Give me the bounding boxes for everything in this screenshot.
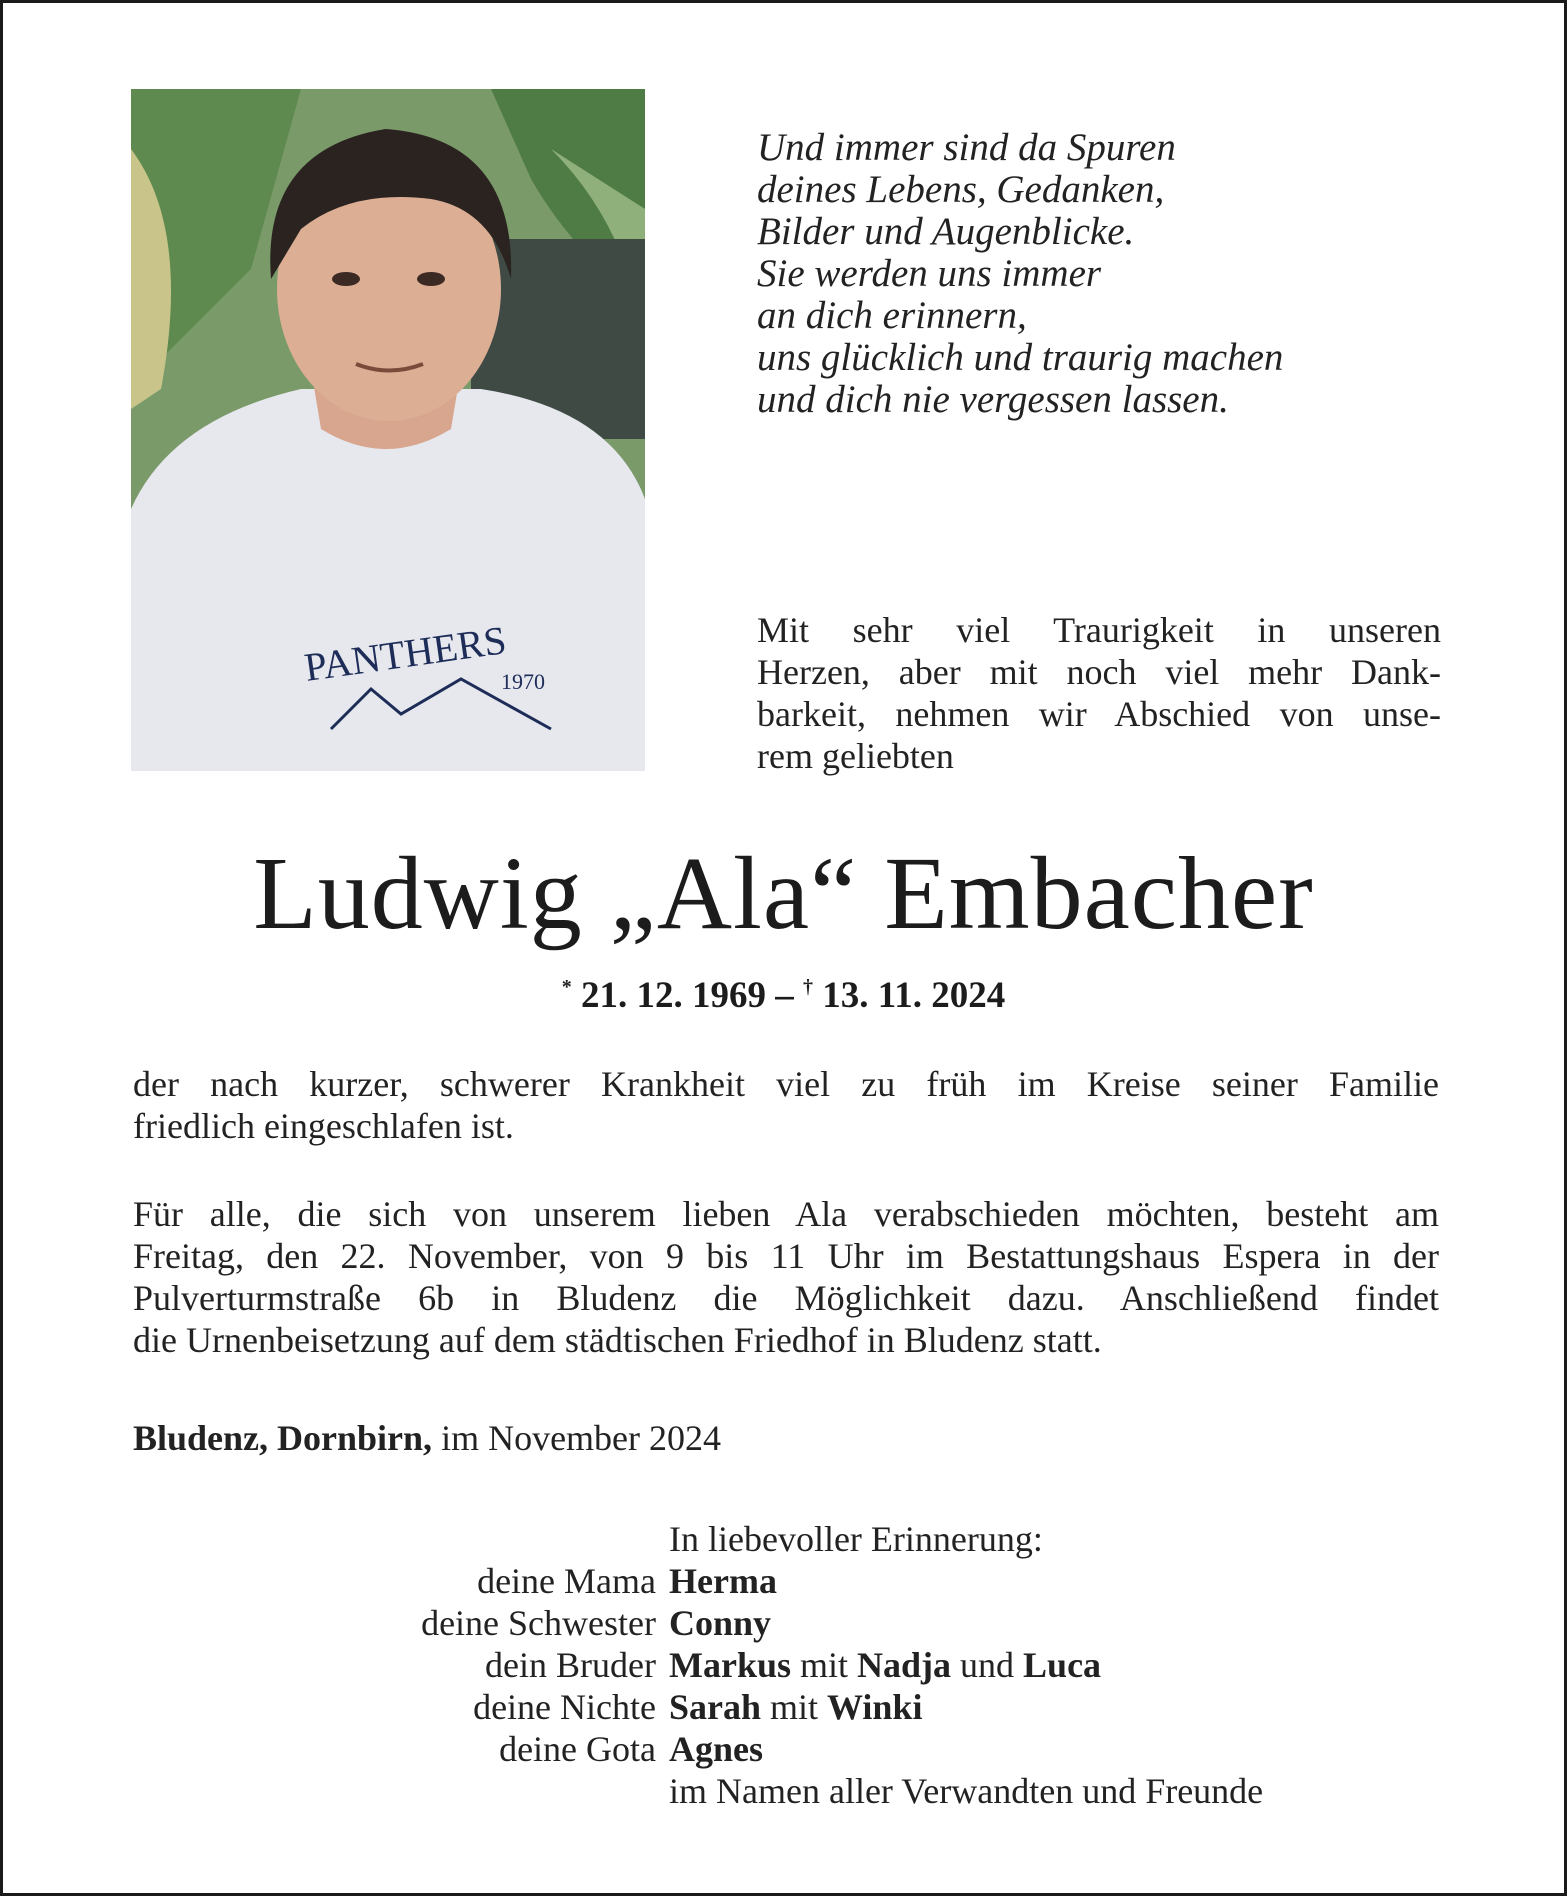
paragraph-line: der nach kurzer, schwerer Krankheit viel zu früh im Kreise seiner Familie	[133, 1064, 1439, 1104]
paragraph-farewell	[133, 1193, 1439, 1361]
family-row	[3, 1728, 1564, 1770]
family-names	[669, 1602, 771, 1644]
family-names	[669, 1686, 922, 1728]
place-cities: Bludenz, Dornbirn,	[133, 1418, 433, 1458]
poem-line: und dich nie vergessen lassen.	[757, 378, 1229, 421]
date-separator: –	[775, 975, 794, 1016]
family-names	[669, 1728, 763, 1770]
family-row	[3, 1770, 1564, 1812]
family-row	[3, 1644, 1564, 1686]
intro-line: Mit sehr viel Traurigkeit in unseren	[757, 610, 1441, 650]
family-name: Agnes	[669, 1729, 764, 1769]
paragraph-illness	[133, 1063, 1439, 1147]
family-row	[3, 1686, 1564, 1728]
life-dates	[3, 965, 1564, 1018]
poem-line: deines Lebens, Gedanken,	[757, 168, 1165, 211]
family-child: Luca	[1023, 1645, 1102, 1685]
family-relation: deine Schwester	[421, 1603, 656, 1643]
intro-text	[757, 609, 1441, 777]
family-list	[3, 1560, 1564, 1812]
family-relation: deine Gota	[499, 1729, 656, 1769]
portrait-photo	[131, 89, 645, 771]
place-date: im November 2024	[441, 1418, 722, 1458]
family-names	[669, 1644, 1101, 1686]
family-row	[3, 1560, 1564, 1602]
intro-line: rem geliebten	[757, 736, 954, 776]
family-name: Conny	[669, 1603, 772, 1643]
poem-line: uns glücklich und traurig machen	[757, 336, 1284, 379]
intro-line: Herzen, aber mit noch viel mehr Dank-	[757, 652, 1441, 692]
memory-closing: im Namen aller Verwandten und Freunde	[669, 1771, 1264, 1811]
death-date: 13. 11. 2024	[822, 975, 1006, 1016]
family-relation: deine Mama	[477, 1561, 656, 1601]
poem-line: an dich erinnern,	[757, 294, 1027, 337]
place-and-date	[133, 1417, 721, 1459]
paragraph-line: Freitag, den 22. November, von 9 bis 11 Uhr im Bestattungshaus Espera in der	[133, 1236, 1439, 1276]
poem-line: Bilder und Augenblicke.	[757, 210, 1135, 253]
intro-line: barkeit, nehmen wir Abschied von unse-	[757, 694, 1441, 734]
birth-date: 21. 12. 1969	[581, 975, 767, 1016]
paragraph-line: die Urnenbeisetzung auf dem städtischen Friedhof in Bludenz statt.	[133, 1320, 1102, 1360]
family-row	[3, 1602, 1564, 1644]
shirt-print-year: 1970	[501, 669, 545, 694]
family-relation: dein Bruder	[485, 1645, 656, 1685]
poem-line: Sie werden uns immer	[757, 252, 1102, 295]
family-name: Sarah	[669, 1687, 762, 1727]
shirt-print-text: PANTHERS	[301, 617, 509, 690]
poem-line: Und immer sind da Spuren	[757, 126, 1176, 169]
memory-heading: In liebevoller Erinnerung:	[669, 1519, 1043, 1559]
family-name: Markus	[669, 1645, 792, 1685]
family-connector: mit	[770, 1687, 819, 1727]
poem	[757, 127, 1457, 421]
eye-shape	[332, 272, 360, 286]
family-connector: und	[960, 1645, 1015, 1685]
paragraph-line: friedlich eingeschlafen ist.	[133, 1106, 514, 1146]
family-name: Herma	[669, 1561, 777, 1601]
family-partner: Winki	[827, 1687, 923, 1727]
paragraph-line: Für alle, die sich von unserem lieben Ala verabschieden möchten, besteht am	[133, 1194, 1439, 1234]
family-connector: mit	[800, 1645, 849, 1685]
paragraph-line: Pulverturmstraße 6b in Bludenz die Möglichkeit dazu. Anschließend findet	[133, 1278, 1439, 1318]
death-symbol: †	[803, 976, 814, 998]
eye-shape	[417, 272, 445, 286]
family-partner: Nadja	[857, 1645, 952, 1685]
family-relation: deine Nichte	[473, 1687, 656, 1727]
family-names	[669, 1560, 777, 1602]
birth-symbol: *	[561, 976, 572, 998]
deceased-name: Ludwig „Ala“ Embacher	[253, 836, 1314, 951]
